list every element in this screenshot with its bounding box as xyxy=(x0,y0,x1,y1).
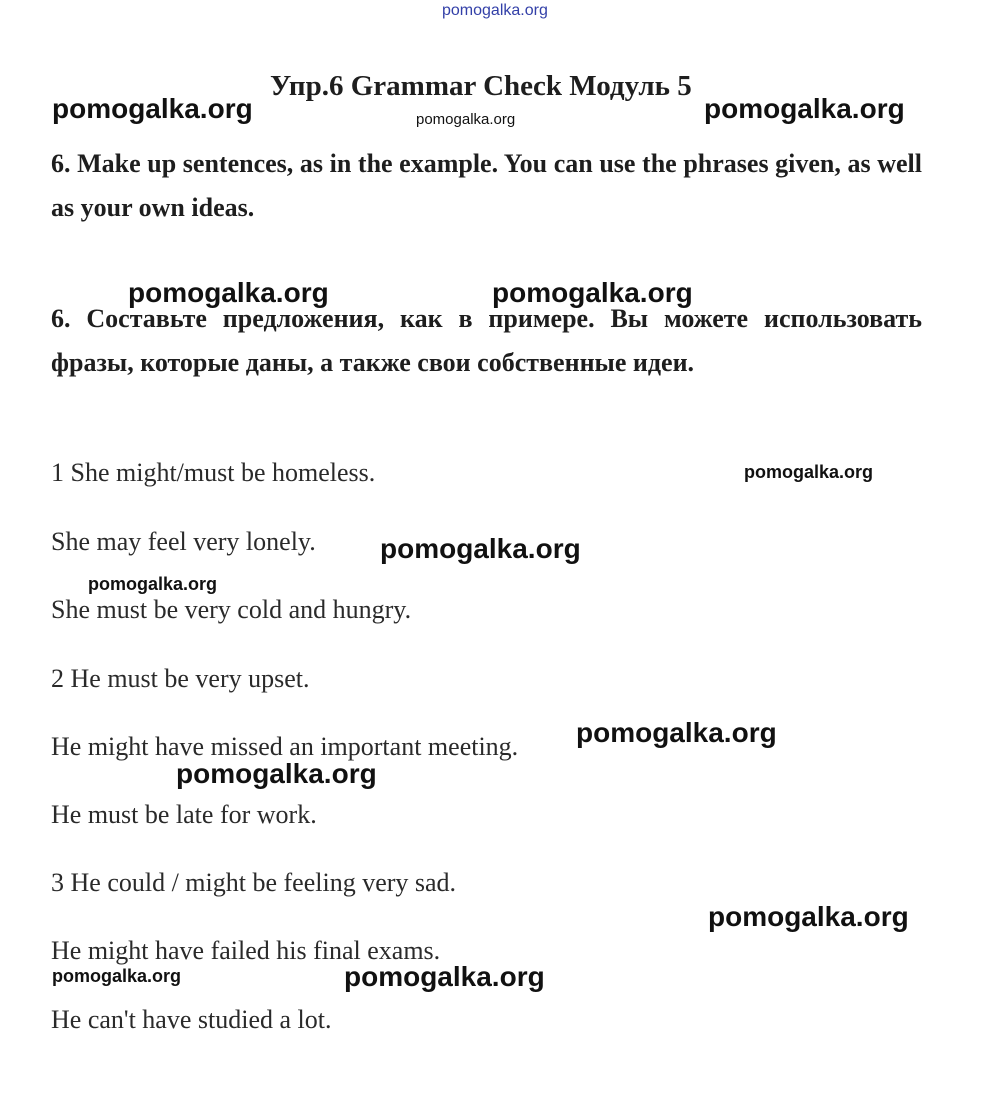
watermark: pomogalka.org xyxy=(492,277,693,308)
watermark: pomogalka.org xyxy=(52,966,182,986)
page-title: Упр.6 Grammar Check Модуль 5 xyxy=(270,70,692,102)
watermark: pomogalka.org xyxy=(708,901,909,932)
item-2-prompt: 2 He must be very upset. xyxy=(51,664,310,693)
instruction-russian: 6. Составьте предложения, как в примере. Вы можете использовать фразы, которые даны, а также свои собственные идеи. xyxy=(51,304,922,377)
watermark: pomogalka.org xyxy=(176,758,377,789)
watermark: pomogalka.org xyxy=(416,111,516,128)
item-2-sentence-1: He might have missed an important meeting. xyxy=(51,732,519,761)
instruction-english: 6. Make up sentences, as in the example. You can use the phrases given, as well as your own ideas. xyxy=(51,149,922,222)
item-3-prompt: 3 He could / might be feeling very sad. xyxy=(51,868,457,897)
watermark-top-link[interactable]: pomogalka.org xyxy=(442,2,548,19)
watermark: pomogalka.org xyxy=(704,93,905,124)
watermark: pomogalka.org xyxy=(576,717,777,748)
item-1-prompt: 1 She might/must be homeless. xyxy=(51,458,376,487)
watermark: pomogalka.org xyxy=(344,961,545,992)
watermark: pomogalka.org xyxy=(744,462,874,482)
watermark: pomogalka.org xyxy=(380,533,581,564)
watermark: pomogalka.org xyxy=(52,93,253,124)
item-1-sentence-1: She may feel very lonely. xyxy=(51,527,316,556)
item-3-sentence-1: He might have failed his final exams. xyxy=(51,936,441,965)
item-2-sentence-2: He must be late for work. xyxy=(51,800,317,829)
item-1-sentence-2: She must be very cold and hungry. xyxy=(51,595,412,624)
watermark: pomogalka.org xyxy=(88,574,218,594)
watermark: pomogalka.org xyxy=(128,277,329,308)
item-3-sentence-2: He can't have studied a lot. xyxy=(51,1005,332,1034)
